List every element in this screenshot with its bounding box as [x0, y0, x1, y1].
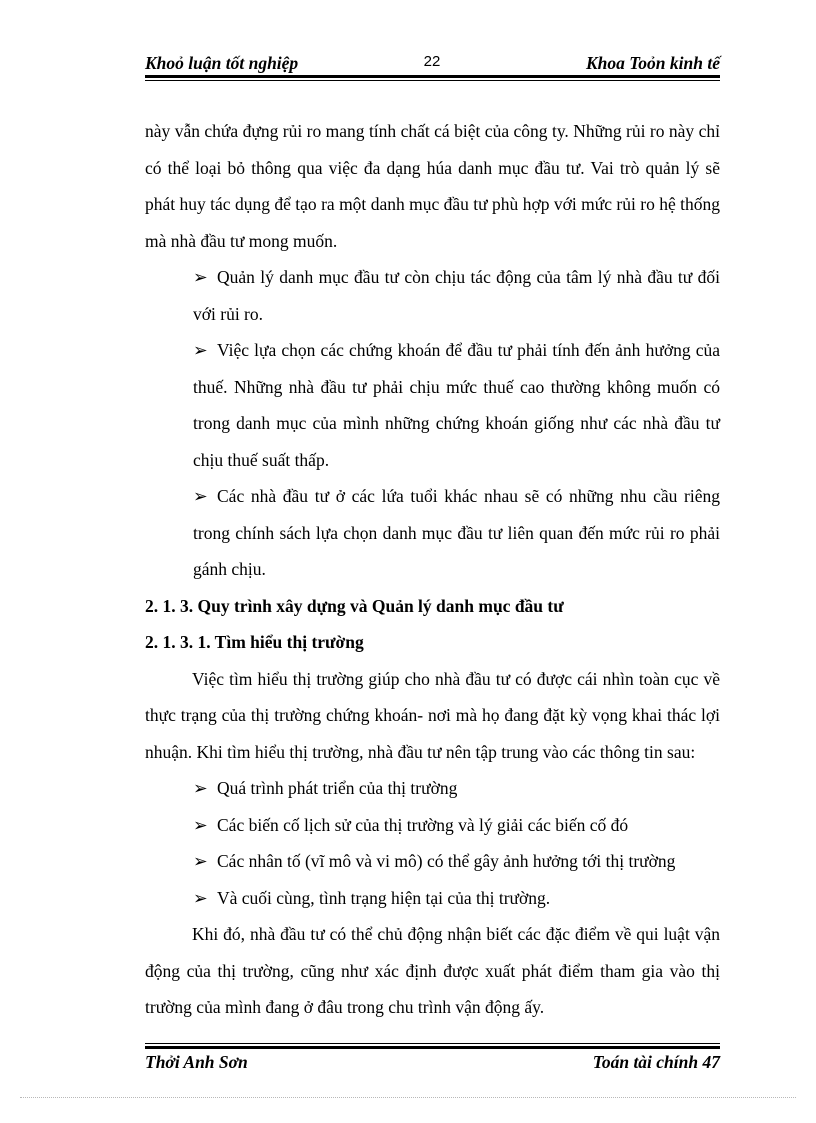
arrowhead-bullet-icon: ➢ — [193, 486, 208, 506]
bullet-text: Các nhà đầu tư ở các lứa tuổi khác nhau sẽ có những nhu cầu riêng trong chính sách lựa chọn danh mục đầu tư liên quan đến mức rủi ro phải gánh chịu. — [193, 486, 720, 579]
list-item: ➢ Các nhân tố (vĩ mô và vi mô) có thể gây ảnh hưởng tới thị trường — [145, 843, 720, 880]
list-item: ➢ Các biến cố lịch sử của thị trường và lý giải các biến cố đó — [145, 807, 720, 844]
info-list — [145, 770, 720, 916]
subsection-heading: 2. 1. 3. 1. Tìm hiểu thị trường — [145, 632, 364, 652]
bullet-text: Quản lý danh mục đầu tư còn chịu tác động của tâm lý nhà đầu tư đối với rủi ro. — [193, 267, 720, 324]
paragraph: này vẫn chứa đựng rủi ro mang tính chất cá biệt của công ty. Những rủi ro này chỉ có thể loại bỏ thông qua việc đa dạng húa danh mục đầu tư. Vai trò quản lý sẽ phát huy tác dụng để tạo ra một danh mục đầu tư phù hợp với mức rủi ro hệ thống mà nhà đầu tư mong muốn. — [145, 121, 720, 251]
arrowhead-bullet-icon: ➢ — [193, 851, 208, 871]
footer-double-rule — [145, 1043, 720, 1049]
list-item: ➢ Quá trình phát triển của thị trường — [145, 770, 720, 807]
bullet-paragraph — [145, 332, 720, 478]
footer-author: Thởi Anh Sơn — [145, 1052, 248, 1072]
list-item: ➢ Và cuối cùng, tình trạng hiện tại của thị trường. — [145, 880, 720, 917]
bullet-text: Việc lựa chọn các chứng khoán để đầu tư phải tính đến ảnh hưởng của thuế. Những nhà đầu tư phải chịu mức thuế cao thường không muốn có trong danh mục của mình những chứng khoán giống như các nhà đầu tư chịu thuế suất thấp. — [193, 340, 720, 470]
page-number: 22 — [423, 53, 441, 70]
section-heading: 2. 1. 3. Quy trình xây dựng và Quản lý danh mục đầu tư — [145, 595, 564, 616]
paragraph: Việc tìm hiểu thị trường giúp cho nhà đầu tư có được cái nhìn toàn cục về thực trạng của thị trường chứng khoán- nơi mà họ đang đặt kỳ vọng khai thác lợi nhuận. Khi tìm hiểu thị trường, nhà đầu tư nên tập trung vào các thông tin sau: — [145, 668, 720, 762]
arrowhead-bullet-icon: ➢ — [193, 814, 208, 835]
page-body — [145, 113, 720, 1026]
paragraph: Khi đó, nhà đầu tư có thể chủ động nhận biết các đặc điểm về qui luật vận động của thị trường, cũng như xác định được xuất phát điểm tham gia vào thị trường của mình đang ở đâu trong chu trình vận động ấy. — [145, 924, 720, 1017]
bullet-paragraph — [145, 478, 720, 588]
header-thesis-title: Khoỏ luận tốt nghiệp — [145, 53, 299, 73]
footer-class: Toán tài chính 47 — [592, 1052, 720, 1072]
arrowhead-bullet-icon: ➢ — [193, 267, 208, 287]
arrowhead-bullet-icon: ➢ — [193, 887, 208, 908]
arrowhead-bullet-icon: ➢ — [193, 340, 208, 360]
arrowhead-bullet-icon: ➢ — [193, 778, 208, 798]
header-double-rule — [145, 75, 720, 81]
page-edge-dotted-line — [20, 1097, 796, 1098]
header-faculty: Khoa Toỏn kinh tế — [585, 53, 720, 73]
bullet-paragraph — [145, 259, 720, 332]
